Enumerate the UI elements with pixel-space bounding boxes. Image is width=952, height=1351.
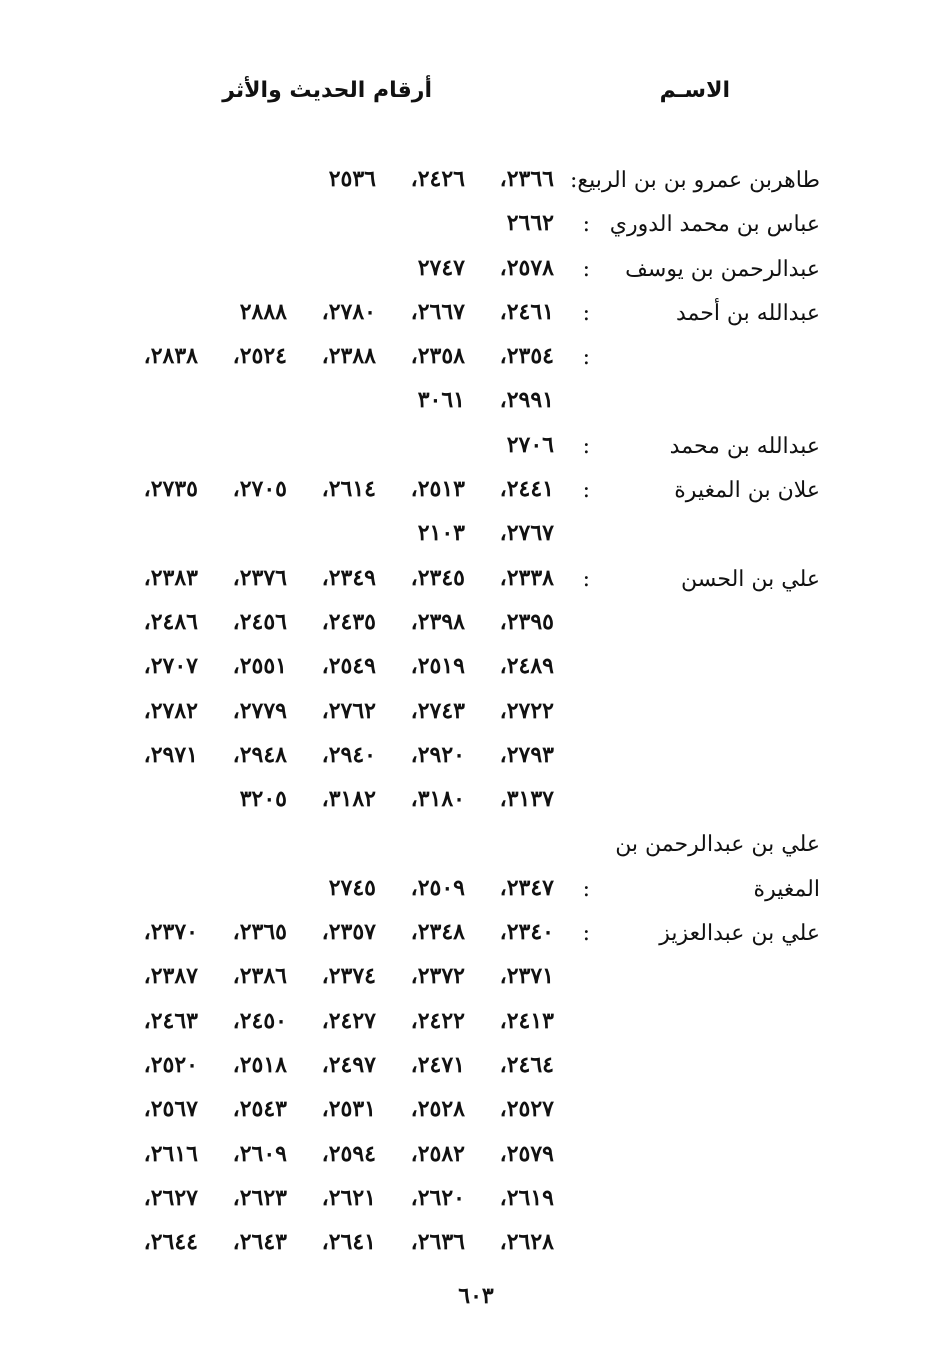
separator-colon: :: [582, 212, 590, 238]
narrator-name: علي بن عبدالعزيز: [659, 921, 820, 947]
hadith-number: ٢٧٦٢،: [321, 697, 376, 724]
hadith-number: ٢٥٢٤،: [232, 343, 287, 370]
hadith-number: ٢٦٣٦،: [410, 1229, 465, 1256]
hadith-number: ٢٧٣٥،: [143, 476, 198, 503]
hadith-number: ٢٣٩٥،: [499, 608, 554, 635]
hadith-number: ٢٤٢٢،: [410, 1007, 465, 1034]
hadith-number: ٢٣٥٧،: [321, 919, 376, 946]
hadith-numbers: [144, 343, 554, 369]
index-row: [0, 249, 952, 293]
hadith-number: ٢٣٤٩،: [321, 564, 376, 591]
hadith-numbers: [144, 1008, 554, 1034]
hadith-number: ٢٣٦٦،: [499, 166, 554, 192]
hadith-number: ٢٧٠٦: [506, 431, 554, 458]
hadith-number: ٢٦٠٩،: [232, 1140, 287, 1167]
hadith-number: ٣١٨٠،: [410, 786, 465, 813]
separator-colon: :: [582, 478, 590, 504]
hadith-number: ٢٤٢٦،: [410, 166, 465, 192]
hadith-number: ٢٣٤٥،: [410, 564, 465, 591]
hadith-number: ٢٥١٨،: [232, 1051, 287, 1078]
hadith-number: ٢٦٤٣،: [232, 1229, 287, 1256]
hadith-number: ٢٥١٣،: [410, 476, 465, 503]
hadith-number: ٢٧٨٠،: [321, 298, 376, 325]
hadith-number: ٢٧٤٣،: [410, 697, 465, 724]
hadith-number: ٢٥٣١،: [321, 1096, 376, 1123]
separator-colon: :: [582, 300, 590, 326]
hadith-number: ٢٥٣٦: [328, 166, 376, 192]
hadith-number: ٢٥٢٧،: [499, 1096, 554, 1123]
index-row: [0, 1046, 952, 1090]
narrator-name: المغيرة: [753, 876, 820, 902]
hadith-number: ٢٦٢٣،: [232, 1184, 287, 1211]
hadith-number: ٢٦١٦،: [143, 1140, 198, 1167]
narrator-name: علي بن عبدالرحمن بن: [615, 832, 820, 858]
index-row: [0, 1135, 952, 1179]
hadith-number: ٢٦٦٢: [506, 210, 554, 237]
narrator-name: عبدالرحمن بن يوسف: [625, 256, 820, 282]
hadith-number: ٢٥٠٩،: [410, 874, 465, 901]
index-row: [0, 514, 952, 558]
hadith-number: ٢٤٢٧،: [321, 1007, 376, 1034]
hadith-number: ٢٧٦٧،: [499, 520, 554, 547]
hadith-number: ٢٥٤٩،: [321, 653, 376, 680]
hadith-number: ٢٥٩٤،: [321, 1140, 376, 1167]
index-row: [0, 426, 952, 470]
hadith-number: ٢٧٠٧،: [143, 653, 198, 680]
index-row: [0, 647, 952, 691]
index-row: [0, 293, 952, 337]
hadith-numbers: [144, 653, 554, 679]
index-rows: [0, 160, 952, 1267]
index-row: [0, 337, 952, 381]
hadith-numbers: [507, 210, 554, 236]
index-row: [0, 736, 952, 780]
index-row: [0, 559, 952, 603]
hadith-number: ٢٩٧١،: [143, 741, 198, 768]
hadith-number: ٢٤٦١،: [499, 298, 554, 325]
separator-colon: :: [582, 921, 590, 947]
hadith-number: ٢٦٦٧،: [410, 298, 465, 325]
hadith-number: ٢٣٧٦،: [232, 564, 287, 591]
name-column-header: الاسـم: [659, 78, 730, 103]
hadith-numbers: [240, 299, 554, 325]
hadith-number: ٣٢٠٥: [239, 786, 287, 813]
hadith-number: ٢٤٤١،: [499, 476, 554, 503]
narrator-name: عبدالله بن محمد: [669, 433, 820, 459]
hadith-number: ٢٨٣٨،: [143, 343, 198, 370]
separator-colon: :: [582, 345, 590, 371]
hadith-number: ٢٥٧٨،: [499, 254, 554, 281]
separator-colon: :: [582, 256, 590, 282]
page-number: ٦٠٣: [458, 1283, 494, 1309]
hadith-number: ٣١٨٢،: [321, 786, 376, 813]
hadith-number: ٢٨٨٨: [239, 298, 287, 325]
hadith-number: ٢٤٨٦،: [143, 608, 198, 635]
hadith-number: ٢٥٦٧،: [143, 1096, 198, 1123]
hadith-number: ٢٣٨٧،: [143, 963, 198, 990]
index-row: [0, 381, 952, 425]
index-row: [0, 1002, 952, 1046]
index-row: [0, 603, 952, 647]
hadith-number: ٢٥٨٢،: [410, 1140, 465, 1167]
hadith-number: ٢٧٩٣،: [499, 741, 554, 768]
hadith-number: ٢١٠٣: [417, 520, 465, 547]
hadith-numbers: [329, 166, 554, 192]
hadith-numbers: [144, 476, 554, 502]
hadith-number: ٢٦٤٤،: [143, 1229, 198, 1256]
hadith-number: ٢٤٨٩،: [499, 653, 554, 680]
numbers-column-header: أرقام الحديث والأثر: [222, 78, 432, 103]
hadith-number: ٢٦٢٧،: [143, 1184, 198, 1211]
index-row: [0, 1223, 952, 1267]
hadith-number: ٢٦٢٠،: [410, 1184, 465, 1211]
hadith-number: ٢٧٤٥: [328, 874, 376, 901]
hadith-numbers: [418, 387, 554, 413]
hadith-number: ٢٤٥٦،: [232, 608, 287, 635]
hadith-number: ٢٦٢٨،: [499, 1229, 554, 1256]
hadith-number: ٢٥٤٣،: [232, 1096, 287, 1123]
separator-colon: :: [582, 566, 590, 592]
hadith-number: ٢٥٢٠،: [143, 1051, 198, 1078]
hadith-numbers: [144, 698, 554, 724]
hadith-numbers: [418, 520, 554, 546]
hadith-number: ٢٣٧٤،: [321, 963, 376, 990]
hadith-number: ٢٣٥٤،: [499, 343, 554, 370]
hadith-number: ٢٣٧١،: [499, 963, 554, 990]
index-row: [0, 957, 952, 1001]
hadith-numbers: [144, 1185, 554, 1211]
hadith-number: ٢٦١٩،: [499, 1184, 554, 1211]
narrator-name: علي بن الحسن: [681, 566, 820, 592]
hadith-number: ٢٩٤٨،: [232, 741, 287, 768]
hadith-number: ٢٣٧٠،: [143, 919, 198, 946]
hadith-numbers: [144, 742, 554, 768]
hadith-number: ٢٦١٤،: [321, 476, 376, 503]
hadith-number: ٢٣٩٨،: [410, 608, 465, 635]
hadith-numbers: [329, 875, 554, 901]
hadith-number: ٢٣٤٨،: [410, 919, 465, 946]
index-row: [0, 824, 952, 868]
hadith-number: ٢٤٥٠،: [232, 1007, 287, 1034]
index-row: [0, 869, 952, 913]
hadith-number: ٢٦٤١،: [321, 1229, 376, 1256]
hadith-numbers: [507, 432, 554, 458]
index-row: [0, 1090, 952, 1134]
hadith-number: ٣١٣٧،: [499, 786, 554, 813]
index-row: [0, 160, 952, 204]
hadith-number: ٢٤١٣،: [499, 1007, 554, 1034]
hadith-number: ٢٣٨٨،: [321, 343, 376, 370]
index-row: [0, 204, 952, 248]
hadith-number: ٢٥٥١،: [232, 653, 287, 680]
separator-colon: :: [582, 876, 590, 902]
hadith-numbers: [144, 919, 554, 945]
hadith-number: ٢٣٣٨،: [499, 564, 554, 591]
narrator-name: عبدالله بن أحمد: [675, 300, 820, 326]
hadith-number: ٢٣٦٥،: [232, 919, 287, 946]
narrator-name: علان بن المغيرة: [674, 478, 820, 504]
index-row: [0, 780, 952, 824]
hadith-number: ٢٧٠٥،: [232, 476, 287, 503]
hadith-number: ٢٣٨٦،: [232, 963, 287, 990]
hadith-number: ٢٧٢٢،: [499, 697, 554, 724]
hadith-number: ٢٩٤٠،: [321, 741, 376, 768]
hadith-number: ٢٩٢٠،: [410, 741, 465, 768]
hadith-number: ٢٣٤٧،: [499, 874, 554, 901]
hadith-number: ٢٤٣٥،: [321, 608, 376, 635]
index-row: [0, 470, 952, 514]
hadith-number: ٢٧٨٢،: [143, 697, 198, 724]
hadith-numbers: [144, 609, 554, 635]
index-row: [0, 913, 952, 957]
narrator-name: عباس بن محمد الدوري: [609, 212, 820, 238]
hadith-number: ٢٩٩١،: [499, 387, 554, 414]
hadith-number: ٢٤٩٧،: [321, 1051, 376, 1078]
hadith-numbers: [144, 963, 554, 989]
hadith-numbers: [240, 786, 554, 812]
hadith-numbers: [144, 1096, 554, 1122]
hadith-number: ٢٥١٩،: [410, 653, 465, 680]
separator-colon: :: [582, 433, 590, 459]
hadith-numbers: [144, 1229, 554, 1255]
hadith-numbers: [144, 1052, 554, 1078]
hadith-number: ٢٣٤٠،: [499, 919, 554, 946]
hadith-number: ٢٣٧٢،: [410, 963, 465, 990]
hadith-number: ٢٣٨٣،: [143, 564, 198, 591]
hadith-number: ٢٣٥٨،: [410, 343, 465, 370]
hadith-number: ٢٤٦٤،: [499, 1051, 554, 1078]
hadith-number: ٢٦٢١،: [321, 1184, 376, 1211]
hadith-numbers: [144, 565, 554, 591]
hadith-number: ٢٥٧٩،: [499, 1140, 554, 1167]
index-row: [0, 1179, 952, 1223]
hadith-number: ٢٧٤٧: [417, 254, 465, 281]
narrator-name: طاهربن عمرو بن بن الربيع:: [570, 168, 820, 193]
hadith-number: ٢٥٢٨،: [410, 1096, 465, 1123]
hadith-number: ٢٤٧١،: [410, 1051, 465, 1078]
hadith-numbers: [418, 255, 554, 281]
hadith-number: ٢٧٧٩،: [232, 697, 287, 724]
index-row: [0, 692, 952, 736]
hadith-number: ٢٤٦٣،: [143, 1007, 198, 1034]
hadith-numbers: [144, 1141, 554, 1167]
hadith-number: ٣٠٦١: [417, 387, 465, 414]
